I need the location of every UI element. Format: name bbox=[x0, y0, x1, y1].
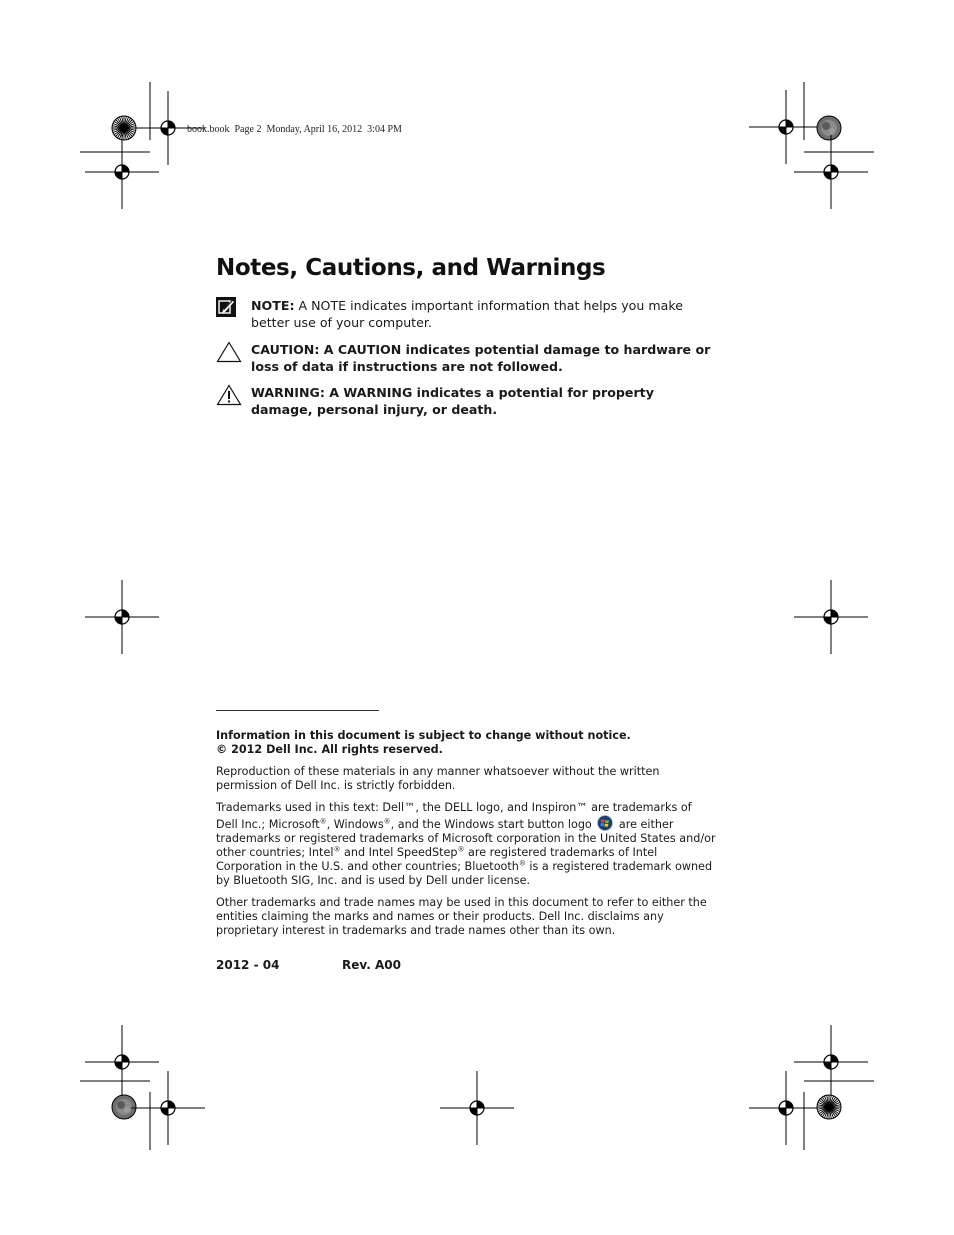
other-trademarks-paragraph: Other trademarks and trade names may be used in this document to refer to either the entities claiming the marks and names or their products. Dell Inc. disclaims any proprietary interest in trademarks and trade names other than its own. bbox=[216, 896, 707, 937]
windows-start-logo-icon bbox=[597, 815, 613, 831]
pencil-note-icon bbox=[216, 297, 236, 317]
page-title: Notes, Cautions, and Warnings bbox=[216, 255, 606, 281]
change-notice: Information in this document is subject to change without notice. bbox=[216, 729, 631, 742]
trademarks-text: are registered trademarks of Intel Corporation in the U.S. and other countries; Bluetooth bbox=[216, 846, 658, 873]
caution-text: CAUTION: A CAUTION indicates potential damage to hardware or loss of data if instructions are not followed. bbox=[251, 342, 711, 374]
note-label: NOTE: bbox=[251, 298, 295, 313]
trademarks-text: , and the Windows start button logo bbox=[390, 818, 596, 831]
registered-mark: ® bbox=[383, 817, 391, 826]
legal-section bbox=[216, 700, 716, 938]
book-page-info: book.book Page 2 Monday, April 16, 2012 3:04 PM bbox=[187, 124, 402, 135]
warning-block bbox=[216, 384, 716, 418]
registered-mark: ® bbox=[457, 845, 465, 854]
revision-footer bbox=[216, 958, 401, 972]
copyright-line: © 2012 Dell Inc. All rights reserved. bbox=[216, 743, 443, 756]
note-text: A NOTE indicates important information that helps you make better use of your computer. bbox=[251, 298, 683, 330]
caution-block bbox=[216, 341, 716, 375]
trademarks-text: , Windows bbox=[326, 818, 384, 831]
trademarks-text: Trademarks used in this text: Dell™, the DELL logo, and Inspiron™ are trademarks of Dell Inc.; Microsoft bbox=[216, 801, 692, 831]
trademarks-text: is a registered trademark owned by Bluetooth SIG, Inc. and is used by Dell under license. bbox=[216, 860, 713, 887]
trademarks-paragraph bbox=[216, 801, 716, 888]
notes-section bbox=[216, 255, 716, 418]
revision-number: Rev. A00 bbox=[342, 958, 401, 972]
registered-mark: ® bbox=[319, 817, 327, 826]
revision-date: 2012 - 04 bbox=[216, 958, 280, 972]
warning-text: WARNING: A WARNING indicates a potential for property damage, personal injury, or death. bbox=[251, 385, 654, 417]
registered-mark: ® bbox=[518, 859, 526, 868]
trademarks-text: and Intel SpeedStep bbox=[340, 846, 458, 859]
trademarks-text: are either trademarks or registered trademarks of Microsoft corporation in the United States and/or other countries; Intel bbox=[216, 818, 716, 859]
note-block bbox=[216, 297, 716, 331]
registered-mark: ® bbox=[333, 845, 341, 854]
caution-triangle-icon bbox=[216, 341, 242, 363]
reproduction-paragraph: Reproduction of these materials in any manner whatsoever without the written permission of Dell Inc. is strictly forbidden. bbox=[216, 765, 660, 792]
separator-rule bbox=[216, 710, 379, 711]
warning-triangle-icon bbox=[216, 384, 242, 406]
